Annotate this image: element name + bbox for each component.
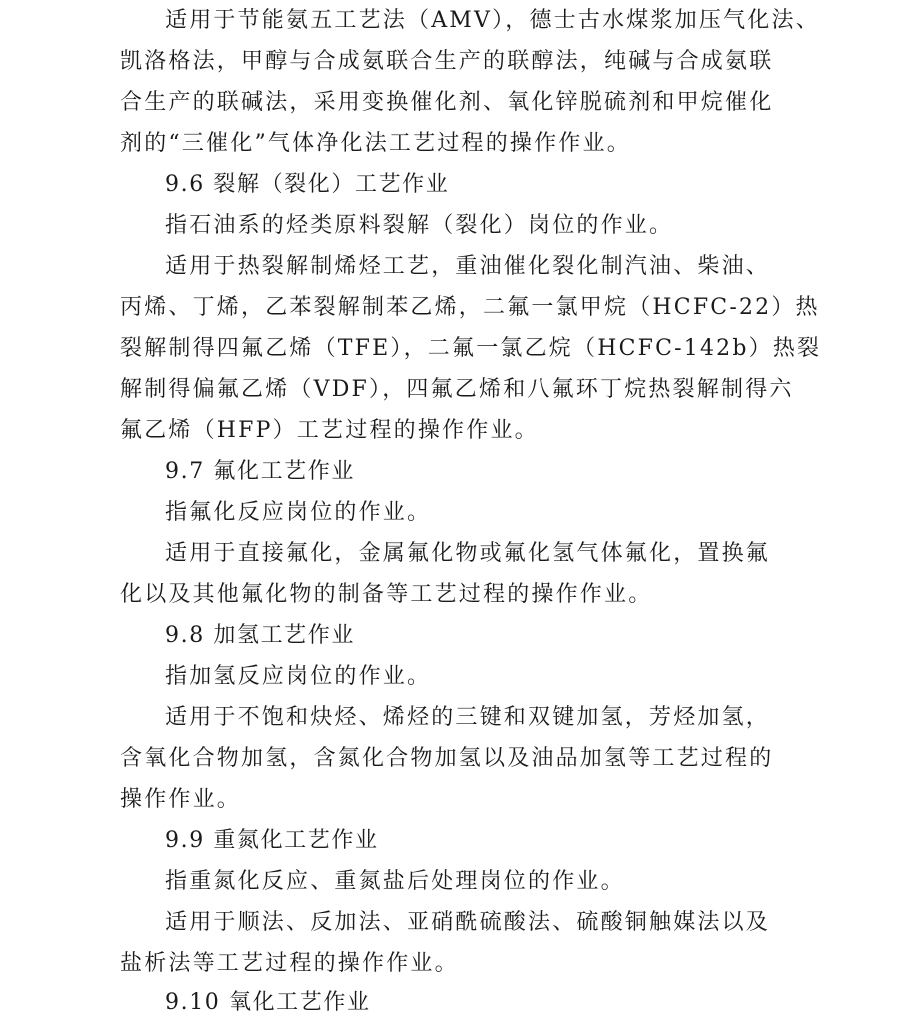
text-line: 化以及其他氟化物的制备等工艺过程的操作作业。 — [120, 582, 653, 607]
section-heading-9-8: 9.8 加氢工艺作业 — [165, 623, 355, 648]
text-line: 适用于不饱和炔烃、烯烃的三键和双键加氢，芳烃加氢， — [165, 705, 771, 730]
text-line: 凯洛格法，甲醇与合成氨联合生产的联醇法，纯碱与合成氨联 — [120, 49, 774, 74]
text-line: 适用于直接氟化，金属氟化物或氟化氢气体氟化，置换氟 — [165, 541, 771, 566]
section-heading-9-7: 9.7 氟化工艺作业 — [165, 459, 355, 484]
text-line: 含氧化合物加氢，含氮化合物加氢以及油品加氢等工艺过程的 — [120, 746, 774, 771]
text-line: 指石油系的烃类原料裂解（裂化）岗位的作业。 — [165, 213, 674, 238]
text-line: 操作作业。 — [120, 787, 242, 812]
text-line: 丙烯、丁烯，乙苯裂解制苯乙烯，二氟一氯甲烷（HCFC-22）热 — [120, 295, 820, 320]
text-line: 适用于顺法、反加法、亚硝酰硫酸法、硫酸铜触媒法以及 — [165, 910, 771, 935]
text-line: 指氟化反应岗位的作业。 — [165, 500, 432, 525]
text-line: 解制得偏氟乙烯（VDF），四氟乙烯和八氟环丁烷热裂解制得六 — [120, 377, 794, 402]
section-heading-9-9: 9.9 重氮化工艺作业 — [165, 828, 379, 853]
text-line: 盐析法等工艺过程的操作作业。 — [120, 951, 459, 976]
text-line: 适用于热裂解制烯烃工艺，重油催化裂化制汽油、柴油、 — [165, 254, 771, 279]
section-heading-9-6: 9.6 裂解（裂化）工艺作业 — [165, 172, 450, 197]
text-line: 适用于节能氨五工艺法（AMV），德士古水煤浆加压气化法、 — [165, 8, 820, 33]
section-heading-9-10: 9.10 氧化工艺作业 — [165, 990, 371, 1015]
text-line: 指重氮化反应、重氮盐后处理岗位的作业。 — [165, 869, 625, 894]
text-line: 合生产的联碱法，采用变换催化剂、氧化锌脱硫剂和甲烷催化 — [120, 90, 774, 115]
text-line: 指加氢反应岗位的作业。 — [165, 664, 432, 689]
text-line: 剂的“三催化”气体净化法工艺过程的操作作业。 — [120, 131, 631, 156]
text-line: 裂解制得四氟乙烯（TFE），二氟一氯乙烷（HCFC-142b）热裂 — [120, 336, 822, 361]
text-line: 氟乙烯（HFP）工艺过程的操作作业。 — [120, 418, 539, 443]
